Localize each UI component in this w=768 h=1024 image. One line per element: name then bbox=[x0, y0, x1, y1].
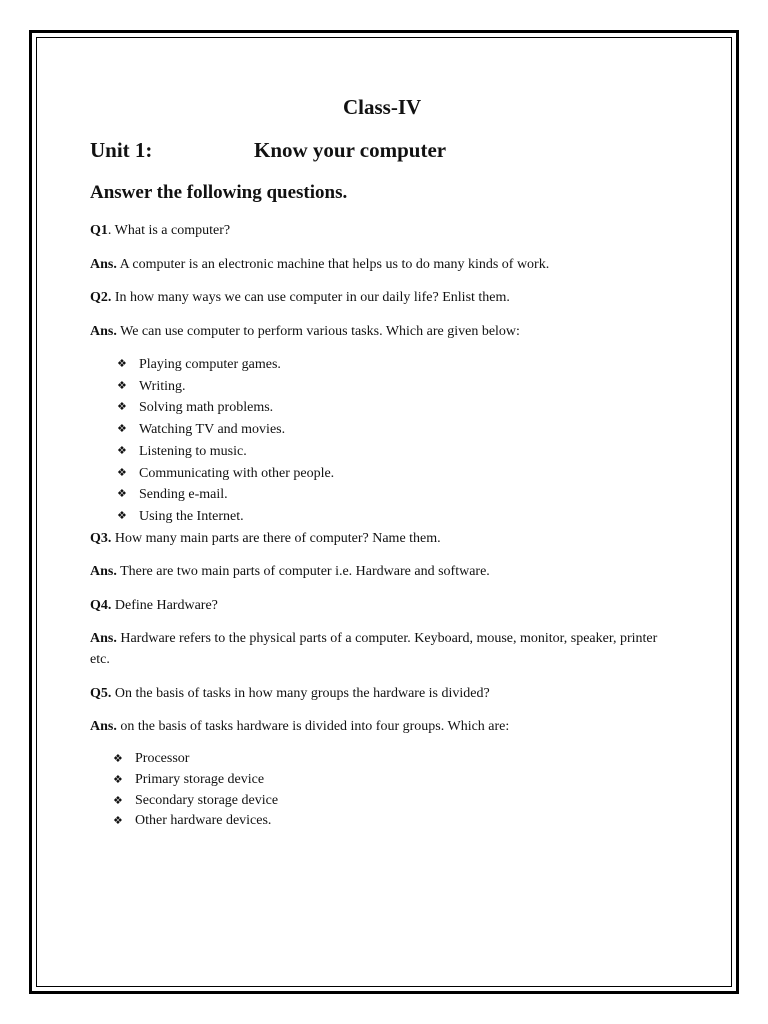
answer-text: A computer is an electronic machine that helps us to do many kinds of work. bbox=[116, 257, 550, 272]
uses-list bbox=[117, 354, 334, 528]
question-4 bbox=[90, 595, 218, 616]
answer-text: on the basis of tasks hardware is divided into four groups. Which are: bbox=[116, 719, 510, 734]
list-item: ❖ Solving math problems. bbox=[117, 397, 334, 419]
answer-4 bbox=[90, 628, 670, 670]
question-3 bbox=[90, 528, 441, 549]
question-5 bbox=[90, 683, 490, 704]
question-1 bbox=[90, 220, 230, 241]
list-item: ❖ Listening to music. bbox=[117, 441, 334, 463]
answer-label: Ans. bbox=[90, 324, 117, 339]
question-text: Define Hardware? bbox=[111, 598, 218, 613]
answer-1 bbox=[90, 254, 549, 275]
list-item: ❖ Using the Internet. bbox=[117, 506, 334, 528]
diamond-bullet-icon: ❖ bbox=[117, 401, 127, 414]
answer-text: We can use computer to perform various tasks. Which are given below: bbox=[116, 324, 520, 339]
list-item: ❖ Primary storage device bbox=[113, 770, 278, 791]
list-item: ❖ Playing computer games. bbox=[117, 354, 334, 376]
diamond-bullet-icon: ❖ bbox=[113, 815, 123, 828]
question-text: In how many ways we can use computer in our daily life? Enlist them. bbox=[111, 290, 510, 305]
diamond-bullet-icon: ❖ bbox=[117, 509, 127, 522]
answer-label: Ans. bbox=[90, 719, 117, 734]
diamond-bullet-icon: ❖ bbox=[113, 753, 123, 765]
list-item: ❖ Writing. bbox=[117, 376, 334, 398]
list-item: ❖ Other hardware devices. bbox=[113, 811, 278, 832]
question-label: Q4. bbox=[90, 598, 112, 613]
question-text: . What is a computer? bbox=[107, 223, 231, 238]
answer-text: There are two main parts of computer i.e. Hardware and software. bbox=[116, 564, 490, 579]
answer-text: Hardware refers to the physical parts of a computer. Keyboard, mouse, monitor, speaker, printer etc. bbox=[90, 631, 658, 667]
list-item: ❖ Sending e-mail. bbox=[117, 484, 334, 506]
question-label: Q3. bbox=[90, 531, 112, 546]
list-item: ❖ Secondary storage device bbox=[113, 791, 278, 812]
answer-2 bbox=[90, 321, 520, 342]
diamond-bullet-icon: ❖ bbox=[117, 423, 127, 436]
question-label: Q2. bbox=[90, 290, 112, 305]
unit-heading bbox=[90, 138, 447, 163]
answer-3 bbox=[90, 561, 490, 582]
answer-5 bbox=[90, 716, 509, 737]
list-item: ❖ Processor bbox=[113, 749, 278, 770]
answer-label: Ans. bbox=[90, 257, 117, 272]
hardware-groups-list bbox=[113, 749, 278, 832]
unit-label: Unit 1: bbox=[90, 138, 153, 162]
unit-title: Know your computer bbox=[254, 138, 447, 162]
class-title: Class-IV bbox=[343, 95, 422, 119]
diamond-bullet-icon: ❖ bbox=[117, 444, 127, 457]
list-item: ❖ Watching TV and movies. bbox=[117, 419, 334, 441]
diamond-bullet-icon: ❖ bbox=[117, 379, 127, 392]
diamond-bullet-icon: ❖ bbox=[117, 488, 127, 501]
diamond-bullet-icon: ❖ bbox=[113, 794, 123, 807]
instructions-heading: Answer the following questions. bbox=[90, 182, 348, 203]
question-2 bbox=[90, 287, 510, 308]
answer-label: Ans. bbox=[90, 564, 117, 579]
question-text: How many main parts are there of computer? Name them. bbox=[111, 531, 441, 546]
question-label: Q1 bbox=[90, 223, 108, 238]
question-label: Q5. bbox=[90, 686, 112, 701]
diamond-bullet-icon: ❖ bbox=[117, 466, 127, 479]
diamond-bullet-icon: ❖ bbox=[113, 773, 123, 786]
diamond-bullet-icon: ❖ bbox=[117, 358, 127, 370]
question-text: On the basis of tasks in how many groups the hardware is divided? bbox=[111, 686, 490, 701]
list-item: ❖ Communicating with other people. bbox=[117, 463, 334, 485]
answer-label: Ans. bbox=[90, 631, 117, 646]
